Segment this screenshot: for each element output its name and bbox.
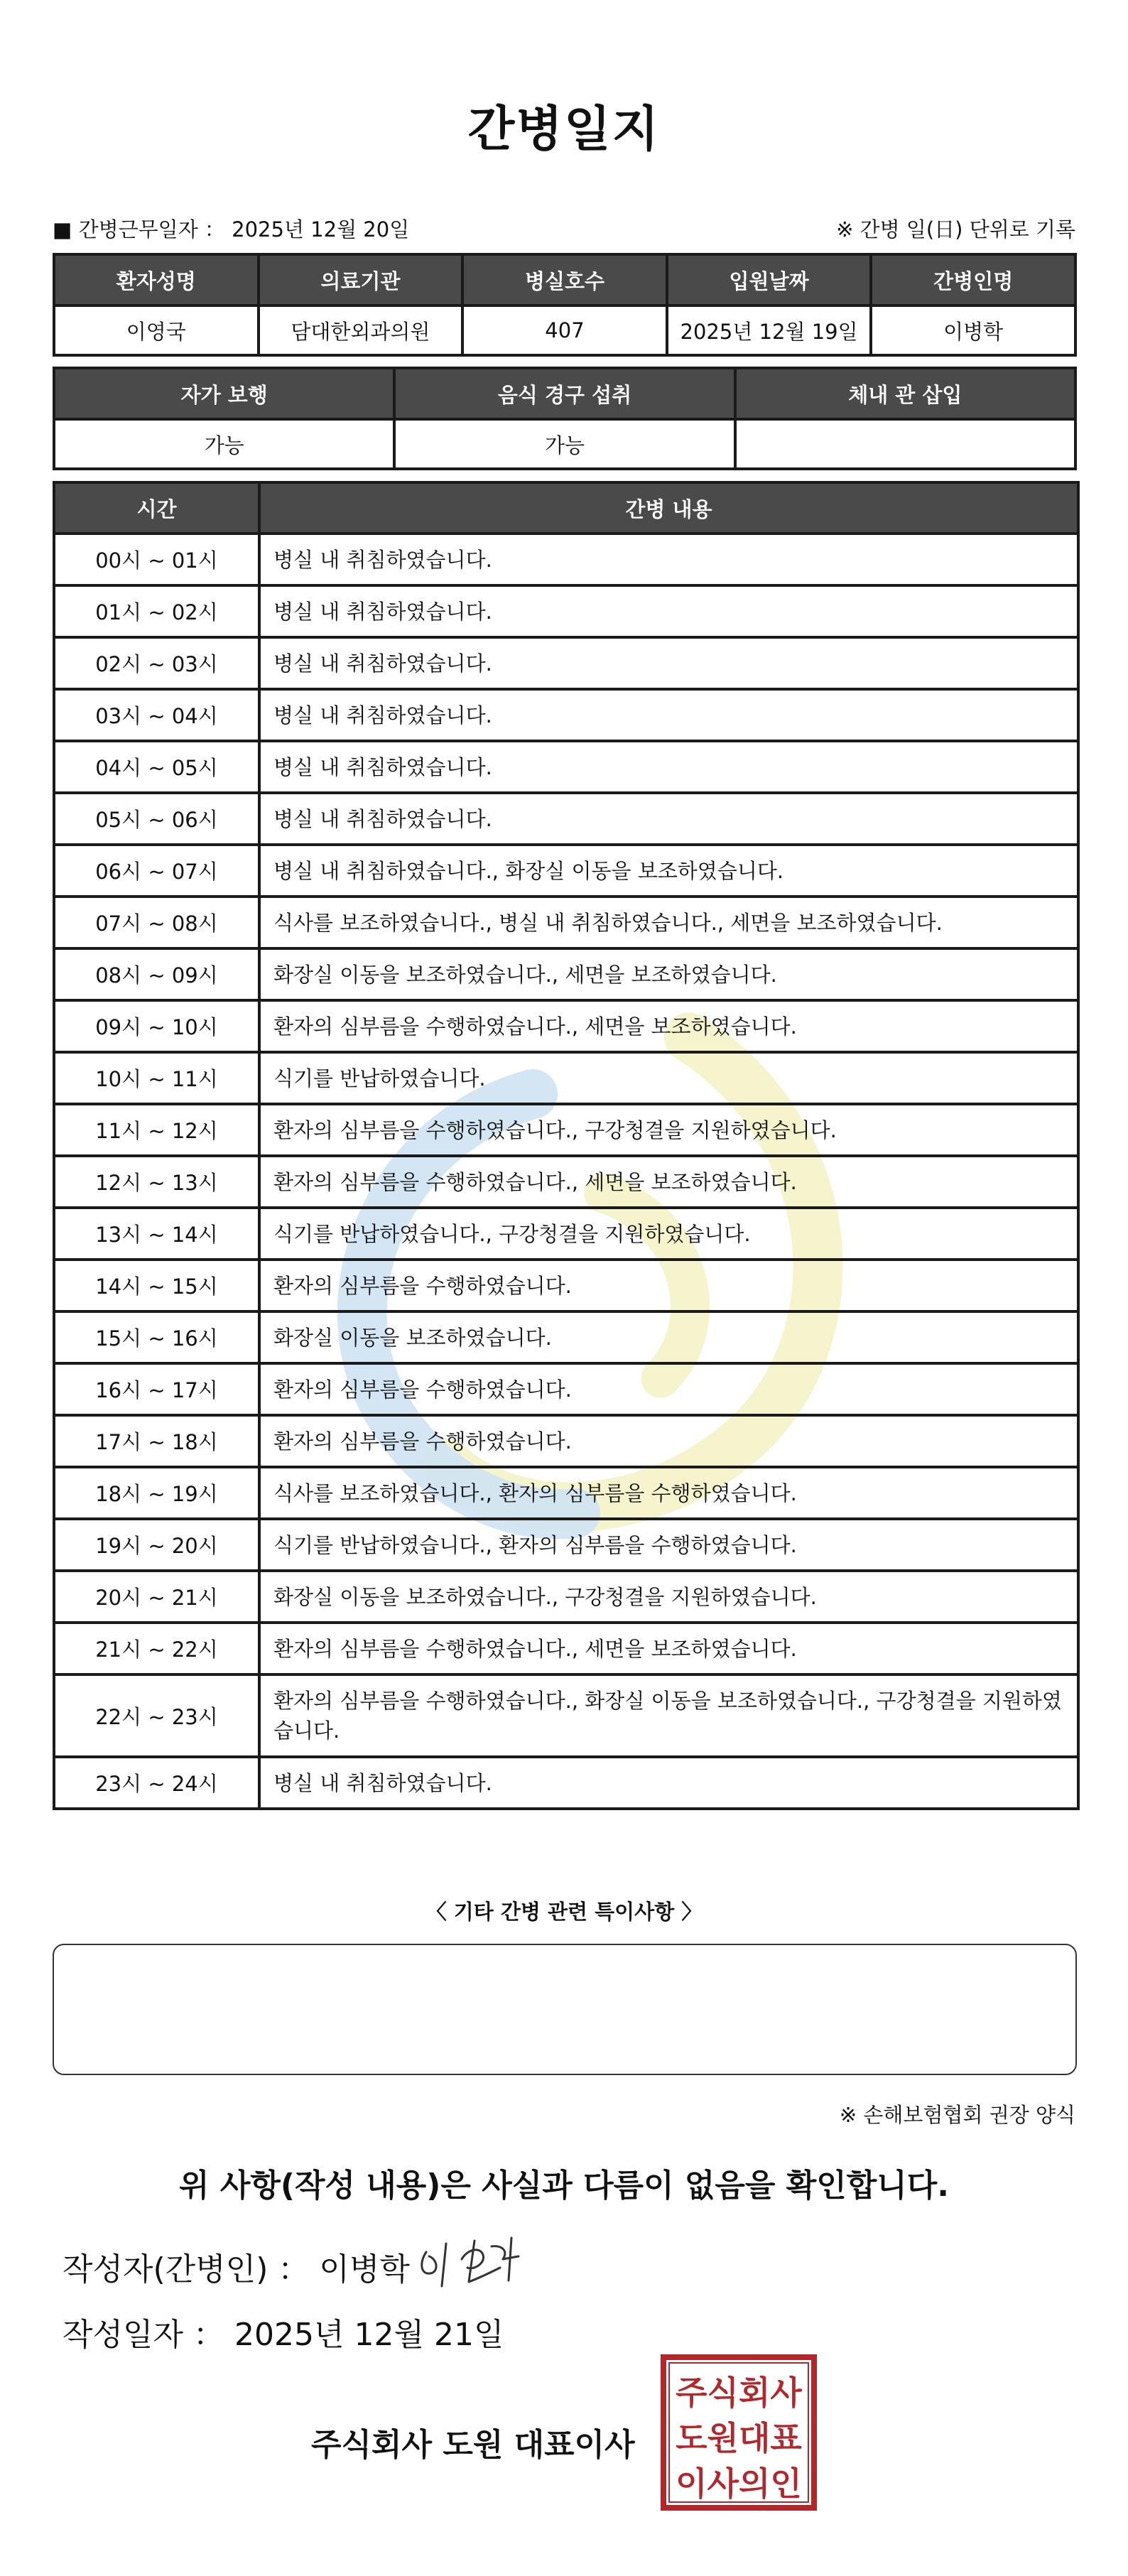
- company-representative: 주식회사 도원 대표이사: [311, 2427, 635, 2463]
- written-date-value: 2025년 12월 21일: [234, 2317, 504, 2353]
- patient-status-header-row: [54, 368, 1075, 419]
- table-row: [54, 793, 1078, 845]
- time-cell: 03시 ~ 04시: [54, 689, 259, 741]
- table-row: [54, 1052, 1078, 1104]
- seal-line-1: 주식회사: [676, 2374, 802, 2412]
- table-row: [54, 1623, 1078, 1674]
- time-cell: 08시 ~ 09시: [54, 948, 259, 1000]
- table-row: [54, 1363, 1078, 1415]
- content-cell: 식기를 반납하였습니다.: [259, 1052, 1078, 1104]
- content-cell: 병실 내 취침하였습니다.: [259, 637, 1078, 689]
- time-cell: 09시 ~ 10시: [54, 1000, 259, 1052]
- writer-line: [63, 2244, 410, 2289]
- content-cell: 환자의 심부름을 수행하였습니다., 세면을 보조하였습니다.: [259, 1156, 1078, 1208]
- time-cell: 22시 ~ 23시: [54, 1674, 259, 1757]
- content-cell: 병실 내 취침하였습니다.: [259, 741, 1078, 793]
- time-cell: 04시 ~ 05시: [54, 741, 259, 793]
- caregiver-name: 이병학: [871, 305, 1075, 355]
- seal-line-2: 도원대표: [676, 2419, 802, 2457]
- patient-status-value-row: [54, 419, 1075, 469]
- header-patient-name: 환자성명: [54, 254, 259, 305]
- self-walking-value: 가능: [54, 419, 394, 469]
- written-date-line: [63, 2309, 504, 2354]
- content-cell: 환자의 심부름을 수행하였습니다.: [259, 1260, 1078, 1311]
- header-care-content: 간병 내용: [259, 482, 1078, 534]
- header-admission-date: 입원날짜: [667, 254, 872, 305]
- table-row: [54, 1311, 1078, 1363]
- content-cell: 식기를 반납하였습니다., 환자의 심부름을 수행하였습니다.: [259, 1519, 1078, 1571]
- content-cell: 화장실 이동을 보조하였습니다., 구강청결을 지원하였습니다.: [259, 1571, 1078, 1623]
- table-row: [54, 1571, 1078, 1623]
- time-cell: 01시 ~ 02시: [54, 585, 259, 637]
- header-oral-intake: 음식 경구 섭취: [394, 368, 734, 419]
- content-cell: 화장실 이동을 보조하였습니다., 세면을 보조하였습니다.: [259, 948, 1078, 1000]
- oral-intake-value: 가능: [394, 419, 734, 469]
- writer-name: 이병학: [319, 2251, 410, 2288]
- special-notes-title: 〈 기타 간병 관련 특이사항 〉: [425, 1900, 703, 1924]
- time-cell: 07시 ~ 08시: [54, 897, 259, 948]
- header-caregiver-name: 간병인명: [871, 254, 1075, 305]
- time-cell: 02시 ~ 03시: [54, 637, 259, 689]
- work-date-value: 2025년 12월 20일: [232, 217, 410, 242]
- content-cell: 화장실 이동을 보조하였습니다.: [259, 1311, 1078, 1363]
- time-cell: 13시 ~ 14시: [54, 1208, 259, 1260]
- table-row: [54, 1104, 1078, 1156]
- patient-info-value-row: [54, 305, 1075, 355]
- patient-info-table: [53, 253, 1077, 357]
- content-cell: 병실 내 취침하였습니다.: [259, 585, 1078, 637]
- table-row: [54, 845, 1078, 897]
- time-cell: 15시 ~ 16시: [54, 1311, 259, 1363]
- content-cell: 환자의 심부름을 수행하였습니다.: [259, 1363, 1078, 1415]
- content-cell: 병실 내 취침하였습니다.: [259, 1757, 1078, 1809]
- written-date-label: 작성일자 ：: [63, 2317, 225, 2353]
- table-row: [54, 1674, 1078, 1757]
- special-notes-box: [53, 1944, 1077, 2075]
- handwritten-signature: [412, 2231, 540, 2295]
- time-cell: 00시 ~ 01시: [54, 534, 259, 585]
- header-tube-insertion: 체내 관 삽입: [735, 368, 1075, 419]
- content-cell: 병실 내 취침하였습니다.: [259, 689, 1078, 741]
- table-row: [54, 1757, 1078, 1809]
- content-cell: 환자의 심부름을 수행하였습니다., 구강청결을 지원하였습니다.: [259, 1104, 1078, 1156]
- patient-info-header-row: [54, 254, 1075, 305]
- header-time: 시간: [54, 482, 259, 534]
- hospital-name: 담대한외과의원: [259, 305, 463, 355]
- company-seal-stamp: [659, 2353, 818, 2512]
- time-cell: 14시 ~ 15시: [54, 1260, 259, 1311]
- patient-name: 이영국: [54, 305, 259, 355]
- time-cell: 11시 ~ 12시: [54, 1104, 259, 1156]
- recommended-form-note: ※ 손해보험협회 권장 양식: [839, 2103, 1075, 2127]
- time-cell: 05시 ~ 06시: [54, 793, 259, 845]
- table-row: [54, 741, 1078, 793]
- content-cell: 식사를 보조하였습니다., 환자의 심부름을 수행하였습니다.: [259, 1467, 1078, 1519]
- seal-line-3: 이사의인: [676, 2464, 802, 2503]
- writer-label: 작성자(간병인) ：: [63, 2251, 310, 2288]
- time-cell: 17시 ~ 18시: [54, 1415, 259, 1467]
- room-number: 407: [462, 305, 667, 355]
- table-row: [54, 689, 1078, 741]
- table-row: [54, 897, 1078, 948]
- tube-insertion-value: [735, 419, 1075, 469]
- table-row: [54, 948, 1078, 1000]
- admission-date: 2025년 12월 19일: [667, 305, 872, 355]
- header-hospital: 의료기관: [259, 254, 463, 305]
- content-cell: 식사를 보조하였습니다., 병실 내 취침하였습니다., 세면을 보조하였습니다.: [259, 897, 1078, 948]
- work-date-line: [53, 214, 409, 243]
- content-cell: 병실 내 취침하였습니다.: [259, 534, 1078, 585]
- time-cell: 23시 ~ 24시: [54, 1757, 259, 1809]
- content-cell: 병실 내 취침하였습니다.: [259, 793, 1078, 845]
- care-log-table: [53, 481, 1080, 1810]
- table-row: [54, 585, 1078, 637]
- content-cell: 병실 내 취침하였습니다., 화장실 이동을 보조하였습니다.: [259, 845, 1078, 897]
- table-row: [54, 1000, 1078, 1052]
- time-cell: 12시 ~ 13시: [54, 1156, 259, 1208]
- patient-status-table: [53, 367, 1077, 470]
- content-cell: 환자의 심부름을 수행하였습니다., 세면을 보조하였습니다.: [259, 1623, 1078, 1674]
- table-row: [54, 1415, 1078, 1467]
- time-cell: 06시 ~ 07시: [54, 845, 259, 897]
- time-cell: 10시 ~ 11시: [54, 1052, 259, 1104]
- time-cell: 18시 ~ 19시: [54, 1467, 259, 1519]
- time-cell: 21시 ~ 22시: [54, 1623, 259, 1674]
- content-cell: 환자의 심부름을 수행하였습니다., 화장실 이동을 보조하였습니다., 구강청결을 지원하였습니다.: [259, 1674, 1078, 1757]
- table-row: [54, 1519, 1078, 1571]
- time-cell: 20시 ~ 21시: [54, 1571, 259, 1623]
- content-cell: 환자의 심부름을 수행하였습니다.: [259, 1415, 1078, 1467]
- table-row: [54, 1208, 1078, 1260]
- work-date-label: ■ 간병근무일자 ：: [53, 217, 225, 242]
- table-row: [54, 1156, 1078, 1208]
- table-row: [54, 1260, 1078, 1311]
- care-log-header-row: [54, 482, 1078, 534]
- content-cell: 환자의 심부름을 수행하였습니다., 세면을 보조하였습니다.: [259, 1000, 1078, 1052]
- content-cell: 식기를 반납하였습니다., 구강청결을 지원하였습니다.: [259, 1208, 1078, 1260]
- table-row: [54, 637, 1078, 689]
- table-row: [54, 534, 1078, 585]
- header-room-number: 병실호수: [462, 254, 667, 305]
- time-cell: 16시 ~ 17시: [54, 1363, 259, 1415]
- confirmation-statement: 위 사항(작성 내용)은 사실과 다름이 없음을 확인합니다.: [179, 2168, 949, 2204]
- time-cell: 19시 ~ 20시: [54, 1519, 259, 1571]
- table-row: [54, 1467, 1078, 1519]
- header-self-walking: 자가 보행: [54, 368, 394, 419]
- document-title: 간병일지: [467, 102, 661, 158]
- daily-record-note: ※ 간병 일(日) 단위로 기록: [836, 217, 1075, 242]
